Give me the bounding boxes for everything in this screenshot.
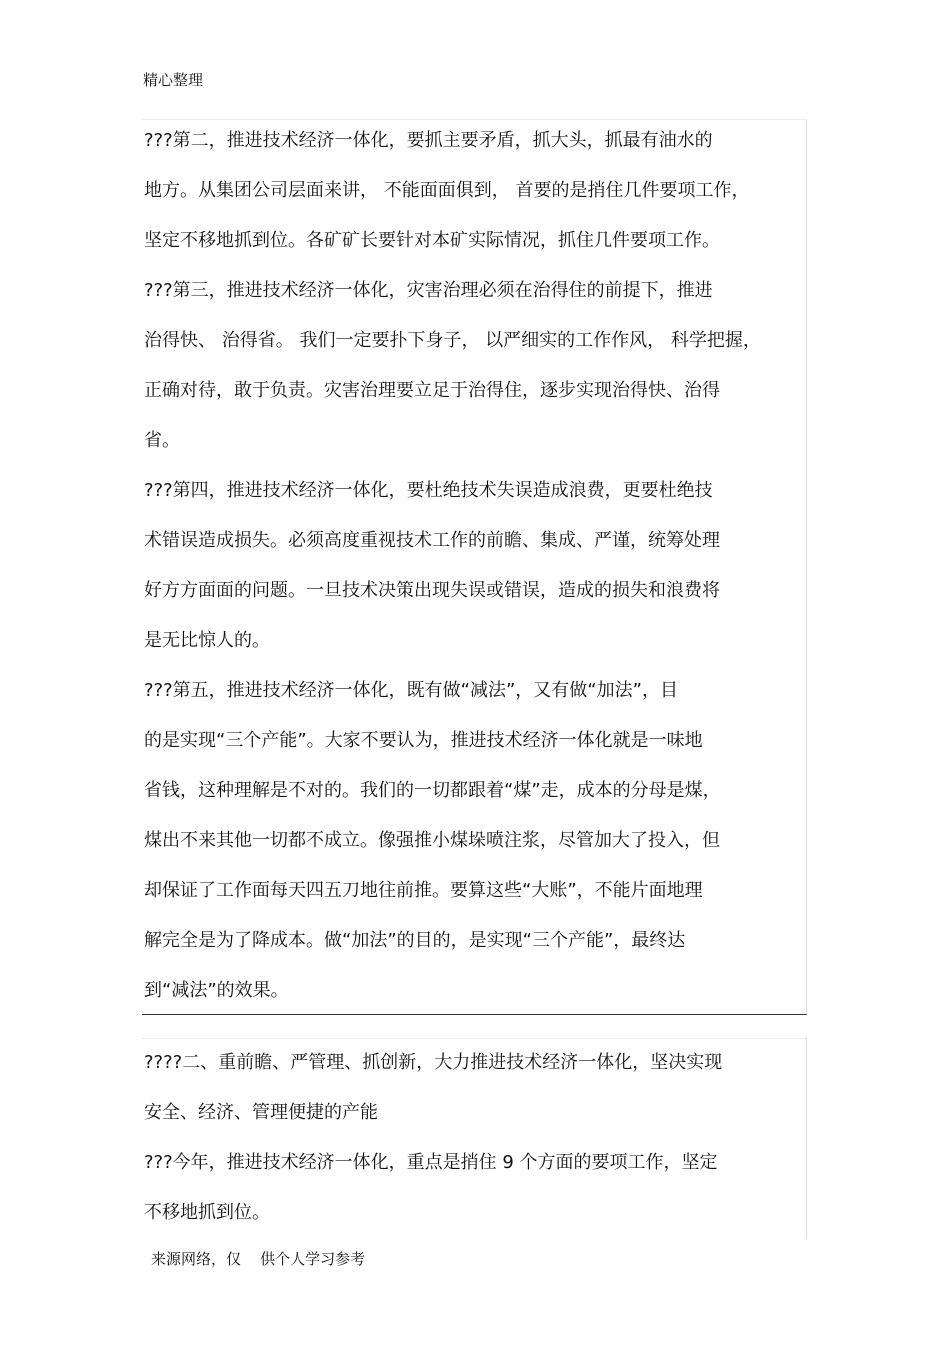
text-line: 治得快、 治得省。 我们一定要扑下身子， 以严细实的工作作风， 科学把握， [144, 330, 761, 351]
text-line: 解完全是为了降成本。做“加法”的目的，是实现“三个产能”，最终达 [144, 930, 686, 951]
text-box-main [142, 119, 807, 1015]
text-box-secondary [142, 1038, 807, 1239]
text-line: 省。 [144, 430, 180, 451]
text-line: 省钱，这种理解是不对的。我们的一切都跟着“煤”走，成本的分母是煤， [144, 780, 721, 801]
text-line: 不移地抓到位。 [144, 1202, 270, 1223]
page-header: 精心整理 [143, 71, 204, 89]
section-heading: 安全、经济、管理便捷的产能 [144, 1102, 378, 1123]
text-line: 术错误造成损失。必须高度重视技术工作的前瞻、集成、严谨，统筹处理 [144, 530, 720, 551]
text-line: 好方方面面的问题。一旦技术决策出现失误或错误，造成的损失和浪费将 [144, 580, 720, 601]
text-line: 煤出不来其他一切都不成立。像强推小煤垛喷注浆，尽管加大了投入，但 [144, 830, 720, 851]
section-heading: ????二、重前瞻、严管理、抓创新，大力推进技术经济一体化，坚决实现 [144, 1052, 723, 1073]
text-line: 正确对待，敢于负责。灾害治理要立足于治得住，逐步实现治得快、治得 [144, 380, 720, 401]
text-line: ???第四，推进技术经济一体化，要杜绝技术失误造成浪费，更要杜绝技 [144, 480, 713, 501]
text-line: ???第三，推进技术经济一体化，灾害治理必须在治得住的前提下，推进 [144, 280, 713, 301]
page-footer: 来源网络，仅 供个人学习参考 [151, 1250, 366, 1268]
text-line: 是无比惊人的。 [144, 630, 270, 651]
text-line: ???第五，推进技术经济一体化，既有做“减法”，又有做“加法”，目 [144, 680, 678, 701]
text-line: 却保证了工作面每天四五刀地往前推。要算这些“大账”，不能片面地理 [144, 880, 703, 901]
text-line: 坚定不移地抓到位。各矿矿长要针对本矿实际情况，抓住几件要项工作。 [144, 230, 720, 251]
text-line: 到“减法”的效果。 [144, 980, 289, 1001]
text-line: 的是实现“三个产能”。大家不要认为，推进技术经济一体化就是一味地 [144, 730, 703, 751]
text-line: ???今年，推进技术经济一体化，重点是捎住 9 个方面的要项工作，坚定 [144, 1152, 718, 1173]
text-line: ???第二，推进技术经济一体化，要抓主要矛盾，抓大头，抓最有油水的 [144, 130, 713, 151]
text-line: 地方。从集团公司层面来讲， 不能面面俱到， 首要的是捎住几件要项工作， [144, 180, 750, 201]
